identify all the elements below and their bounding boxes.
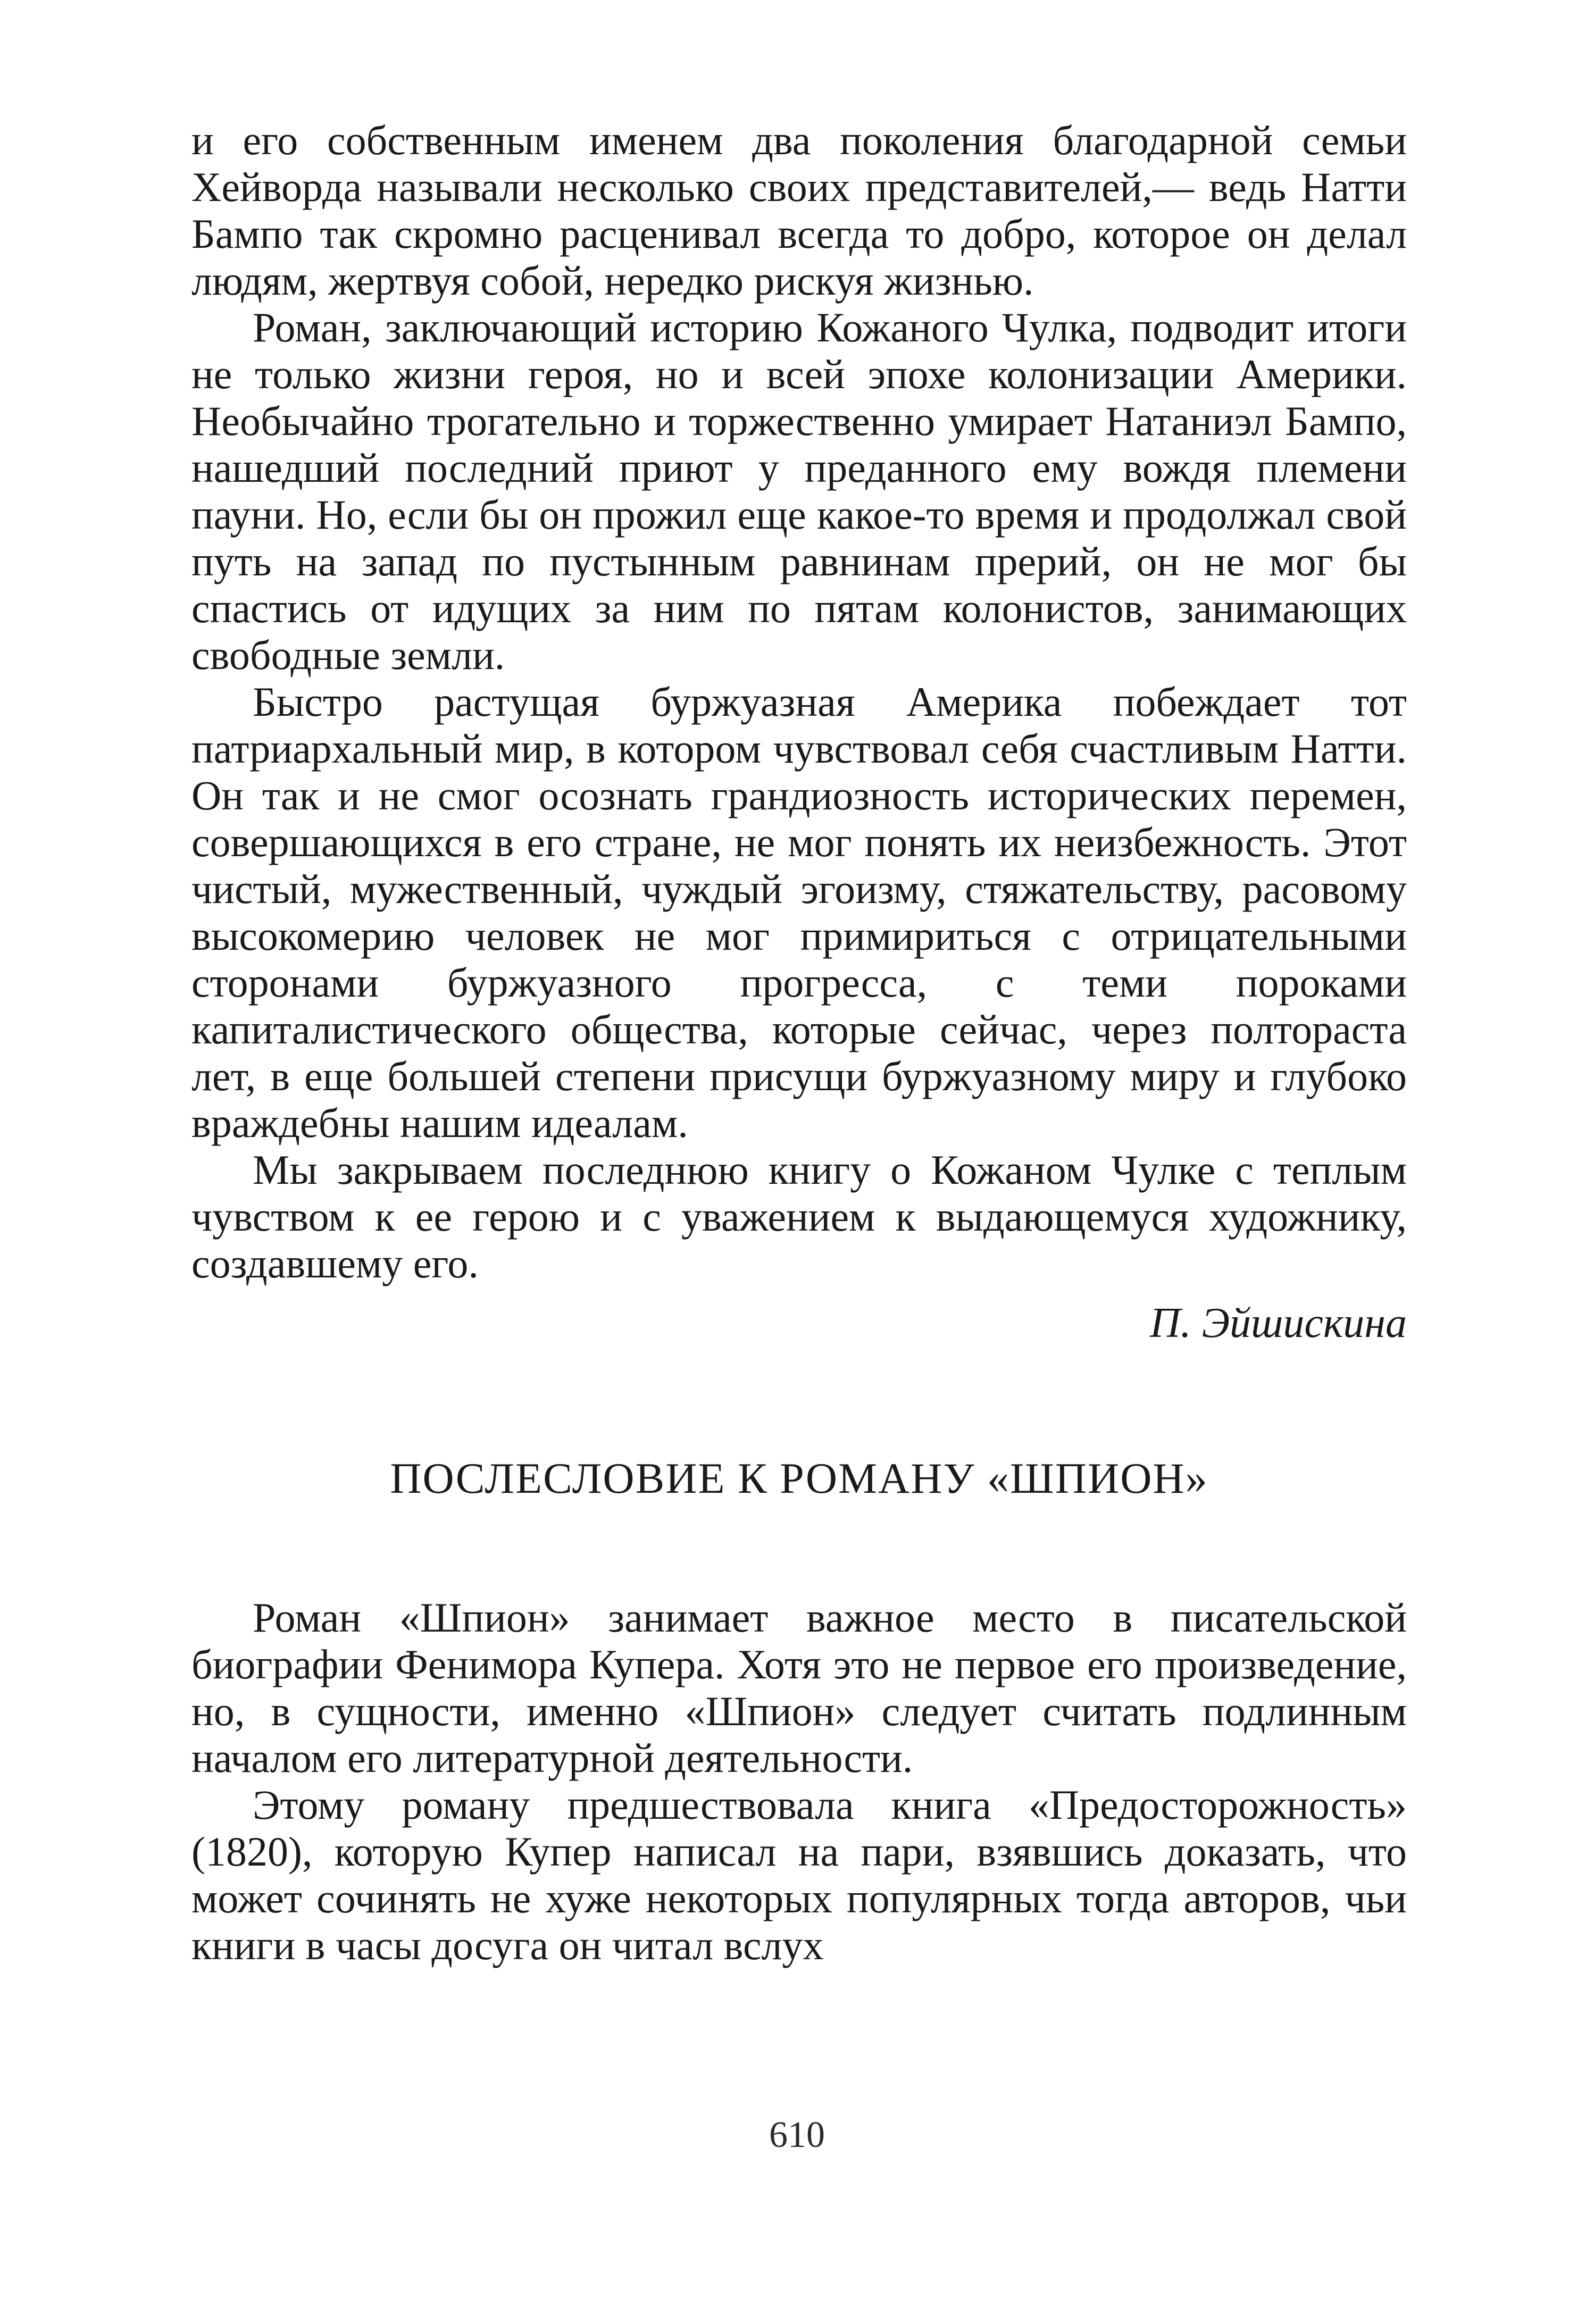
paragraph: Мы закрываем последнюю книгу о Кожаном Чулке с теплым чувством к ее герою и с уважением к выдающемуся художнику, создавшему его. (191, 1147, 1407, 1286)
paragraph: Быстро растущая буржуазная Америка побеждает тот патриархальный мир, в котором чувствовал себя счастливым Натти. Он так и не смог осознать грандиозность исторических перемен, совершающихся в его стране, не мог понять их неизбежность. Этот чистый, мужественный, чуждый эгоизму, стяжательству, расовому высокомерию человек не мог примириться с отрицательными сторонами буржуазного прогресса, с теми пороками капиталистического общества, которые сейчас, через полтораста лет, в еще большей степени присущи буржуазному миру и глубоко враждебны нашим идеалам. (191, 679, 1407, 1146)
paragraph: Роман «Шпион» занимает важное место в писательской биографии Фенимора Купера. Хотя это не первое его произведение, но, в сущности, именно «Шпион» следует считать подлинным началом его литературной деятельности. (191, 1594, 1407, 1781)
section-1-text (191, 117, 1407, 1287)
paragraph: и его собственным именем два поколения благодарной семьи Хейворда называли несколько своих представителей,— ведь Натти Бампо так скромно расценивал всегда то добро, которое он делал людям, жертвуя собой, нередко рискуя жизнью. (191, 117, 1407, 304)
section-title: ПОСЛЕСЛОВИЕ К РОМАНУ «ШПИОН» (390, 1454, 1208, 1502)
page-content (191, 117, 1407, 1969)
section-2-text (191, 1594, 1407, 1969)
page-number: 610 (769, 2114, 825, 2155)
paragraph: Этому роману предшествовала книга «Предосторожность» (1820), которую Купер написал на пари, взявшись доказать, что может сочинять не хуже некоторых популярных тогда авторов, чьи книги в часы досуга он читал вслух (191, 1782, 1407, 1968)
author-signature: П. Эйшискина (1149, 1300, 1407, 1347)
paragraph: Роман, заключающий историю Кожаного Чулка, подводит итоги не только жизни героя, но и всей эпохе колонизации Америки. Необычайно трогательно и торжественно умирает Натаниэл Бампо, нашедший последний приют у преданного ему вождя племени пауни. Но, если бы он прожил еще какое-то время и продолжал свой путь на запад по пустынным равнинам прерий, он не мог бы спастись от идущих за ним по пятам колонистов, занимающих свободные земли. (191, 304, 1407, 678)
